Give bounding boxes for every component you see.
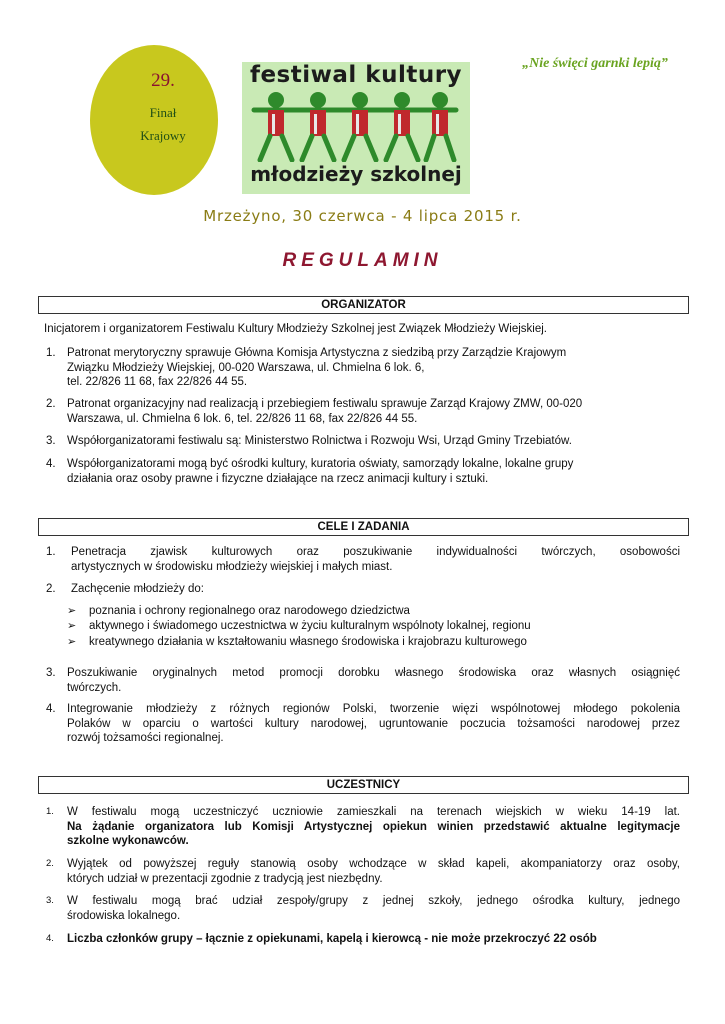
text-line: twórczych. [67, 681, 122, 694]
list-item [71, 582, 680, 597]
arrow-bullet-icon: ➢ [67, 620, 77, 632]
text-line: artystycznych w środowisku młodzieży wiejskiej i małych miast. [71, 560, 393, 573]
list-item [71, 545, 680, 574]
text-line: Patronat organizacyjny nad realizacją i przebiegiem festiwalu sprawuje Zarząd Krajowy ZMW, 00-020 [67, 398, 583, 410]
arrow-bullet-icon: ➢ [67, 636, 77, 648]
text-line: Związku Młodzieży Wiejskiej, 00-020 Warszawa, ul. Chmielna 6 lok. 6, [67, 361, 425, 374]
text-line: Patronat merytoryczny sprawuje Główna Komisja Artystyczna z siedzibą przy Zarządzie Krajowym [67, 347, 567, 359]
list-item [67, 857, 680, 886]
list-number: 3. [46, 667, 56, 679]
event-dates: Mrzeżyno, 30 czerwca - 4 lipca 2015 r. [203, 207, 522, 225]
section-heading-cele: CELE I ZADANIA [38, 518, 689, 536]
list-number: 2. [46, 398, 56, 410]
motto: „Nie święci garnki lepią” [522, 56, 668, 71]
logo-text-bottom: młodzieży szkolnej [250, 162, 462, 186]
list-item [67, 894, 680, 923]
text-line: Polaków w oparciu o wartości kultury narodowej, ugruntowanie poczucia tożsamości narodowej przez [67, 717, 680, 730]
list-number: 3. [46, 895, 54, 906]
text-line: rozwój tożsamości regionalnej. [67, 732, 224, 744]
list-number: 2. [46, 858, 54, 869]
text-line: szkolne wykonawców. [67, 835, 189, 847]
bullet-item: kreatywnego działania w kształtowaniu własnego środowiska i krajobrazu kulturowego [89, 636, 527, 648]
arrow-bullet-icon: ➢ [67, 605, 77, 617]
text-line: tel. 22/826 11 68, fax 22/826 44 55. [67, 376, 248, 388]
text-line: Liczba członków grupy – łącznie z opiekunami, kapelą i kierowcą - nie może przekroczyć 22 osób [67, 933, 597, 945]
list-number: 2. [46, 583, 56, 595]
list-number: 1. [46, 806, 54, 817]
list-item [67, 805, 680, 849]
bullet-item: poznania i ochrony regionalnego oraz narodowego dziedzictwa [89, 605, 410, 617]
bullet-item: aktywnego i świadomego uczestnictwa w życiu kulturalnym wspólnoty lokalnej, regionu [89, 620, 531, 632]
list-number: 4. [46, 703, 56, 715]
edition-label-national: Krajowy [140, 128, 186, 143]
text-line: Poszukiwanie oryginalnych metod promocji dorobku własnego środowiska oraz własnych osiągnięć [67, 667, 680, 679]
text-line: Współorganizatorami mogą być ośrodki kultury, kuratoria oświaty, samorządy lokalne, lokalne grupy [67, 458, 574, 470]
text-line: Integrowanie młodzieży z różnych regionów Polski, tworzenie więzi wspólnotowej młodego pokolenia [67, 703, 680, 715]
list-item [67, 457, 680, 486]
text-line: Wyjątek od powyższej reguły stanowią osoby wchodzące w skład kapeli, akompaniatorzy oraz osoby, [67, 858, 680, 870]
text-line: Warszawa, ul. Chmielna 6 lok. 6, tel. 22/826 11 68, fax 22/826 44 55. [67, 412, 418, 425]
list-item [67, 666, 680, 695]
list-number: 4. [46, 933, 54, 944]
list-number: 3. [46, 435, 56, 447]
logo-text-top: festiwal kultury [249, 62, 463, 88]
list-item [67, 434, 680, 449]
list-item [67, 702, 680, 746]
festival-logo [242, 62, 470, 194]
text-line: których udział w prezentacji zgodnie z tradycją jest niezbędny. [67, 872, 383, 885]
section-heading-organizator: ORGANIZATOR [38, 296, 689, 314]
list-item [67, 932, 707, 947]
organizator-intro: Inicjatorem i organizatorem Festiwalu Kultury Młodzieży Szkolnej jest Związek Młodzieży Wiejskiej. [44, 323, 547, 335]
list-item [67, 346, 680, 390]
list-number: 4. [46, 458, 56, 470]
text-line: Zachęcenie młodzieży do: [71, 583, 204, 595]
text-line: Penetracja zjawisk kulturowych oraz poszukiwanie indywidualności twórczych, osobowości [71, 546, 680, 558]
dancing-figures-icon [250, 90, 462, 162]
text-line: Na żądanie organizatora lub Komisji Artystycznej opiekun winien przedstawić aktualne legitymacje [67, 820, 680, 833]
text-line: W festiwalu mogą uczestniczyć uczniowie zamieszkali na terenach wiejskich w wieku 14-19 lat. [67, 806, 680, 818]
list-item [67, 397, 680, 426]
text-line: działania oraz osoby prawne i fizyczne działające na rzecz animacji kultury i sztuki. [67, 472, 489, 485]
list-number: 1. [46, 546, 56, 558]
edition-label-final: Finał [149, 105, 177, 120]
text-line: środowiska lokalnego. [67, 909, 181, 922]
page-title: REGULAMIN [282, 250, 443, 271]
list-number: 1. [46, 347, 56, 359]
edition-number: 29. [151, 70, 175, 91]
section-heading-uczestnicy: UCZESTNICY [38, 776, 689, 794]
text-line: W festiwalu mogą brać udział zespoły/grupy z jednej szkoły, jednego ośrodka kultury, jednego [67, 895, 680, 907]
text-line: Współorganizatorami festiwalu są: Ministerstwo Rolnictwa i Rozwoju Wsi, Urząd Gminy Trzebiatów. [67, 435, 572, 447]
